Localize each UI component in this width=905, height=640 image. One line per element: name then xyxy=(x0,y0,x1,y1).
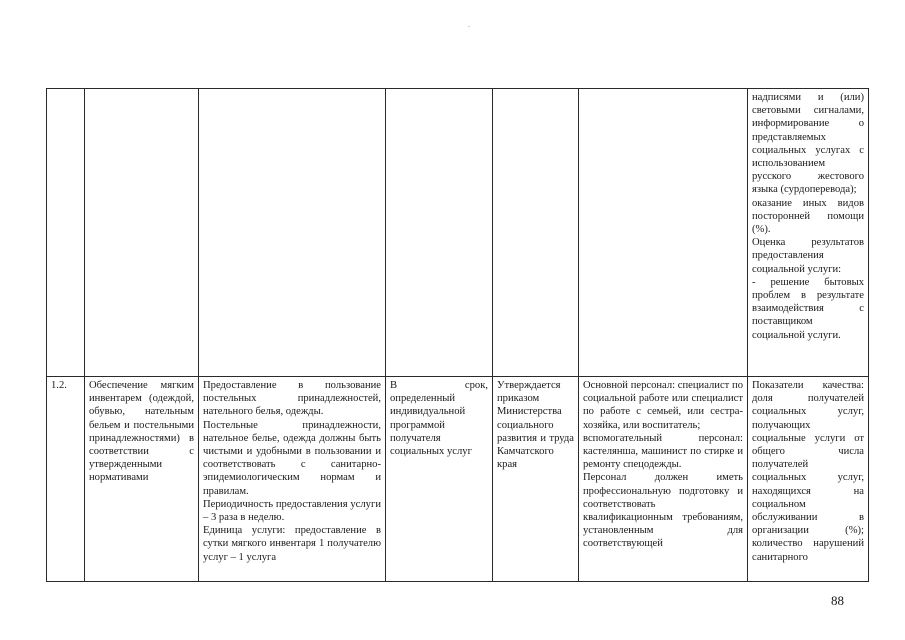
cell-name xyxy=(85,89,199,377)
description-text-2: Постельные принадлежности, нательное белье, одежда должны быть чистыми и удобными в пользовании и соответствовать с санитарно-эпидемиологическим нормам и правилам. xyxy=(203,419,381,497)
cell-num: 1.2. xyxy=(47,377,85,582)
quality-text-4: - решение бытовых проблем в результате взаимодействия с поставщиком социальной услуги. xyxy=(752,276,864,341)
cell-term xyxy=(386,89,493,377)
scan-speck: . xyxy=(468,20,470,29)
cell-norm xyxy=(493,89,579,377)
table-row-continued xyxy=(47,89,869,377)
cell-staff xyxy=(579,377,748,582)
cell-num xyxy=(47,89,85,377)
cell-quality-continued xyxy=(748,89,869,377)
quality-text-3: Оценка результатов предоставления социальной услуги: xyxy=(752,237,864,275)
page-number: 88 xyxy=(831,593,844,608)
services-table xyxy=(46,88,869,582)
cell-norm: Утверждается приказом Министерства социального развития и труда Камчатского края xyxy=(493,377,579,582)
quality-text-1: надписями и (или) световыми сигналами, информирование о представляемых социальных услугах с использованием русского жестового языка (сурдоперевода); xyxy=(752,92,864,196)
cell-description xyxy=(199,377,386,582)
cell-staff xyxy=(579,89,748,377)
table-row-1-2 xyxy=(47,377,869,582)
description-text-4: Единица услуги: предоставление в сутки мягкого инвентаря 1 получателю услуг – 1 услуга xyxy=(203,525,381,563)
staff-text-3: Персонал должен иметь профессиональную подготовку и соответствовать квалификационным требованиям, установленным для соответствующей xyxy=(583,472,743,550)
quality-text-2: оказание иных видов посторонней помощи (%). xyxy=(752,197,864,236)
cell-quality: Показатели качества: доля получателей социальных услуг, получающих социальные услуги от общего числа получателей социальных услуг, находящихся на социальном обслуживании в организации (%); количество нарушений санитарного xyxy=(748,377,869,582)
cell-service-name: Обеспечение мягким инвентарем (одеждой, обувью, нательным бельем и постельными принадлежностями) в соответствии с утвержденными нормативами xyxy=(85,377,199,582)
cell-description xyxy=(199,89,386,377)
staff-text-2: вспомогательный персонал: кастелянша, машинист по стирке и ремонту спецодежды. xyxy=(583,432,743,471)
description-text-1: Предоставление в пользование постельных принадлежностей, нательного белья, одежды. xyxy=(203,380,381,418)
staff-text-1: Основной персонал: специалист по социальной работе или специалист по работе с семьей, или сестра-хозяйка, или воспитатель; xyxy=(583,380,743,431)
description-text-3: Периодичность предоставления услуги – 3 раза в неделю. xyxy=(203,498,381,524)
cell-term: В срок, определенный индивидуальной программой получателя социальных услуг xyxy=(386,377,493,582)
